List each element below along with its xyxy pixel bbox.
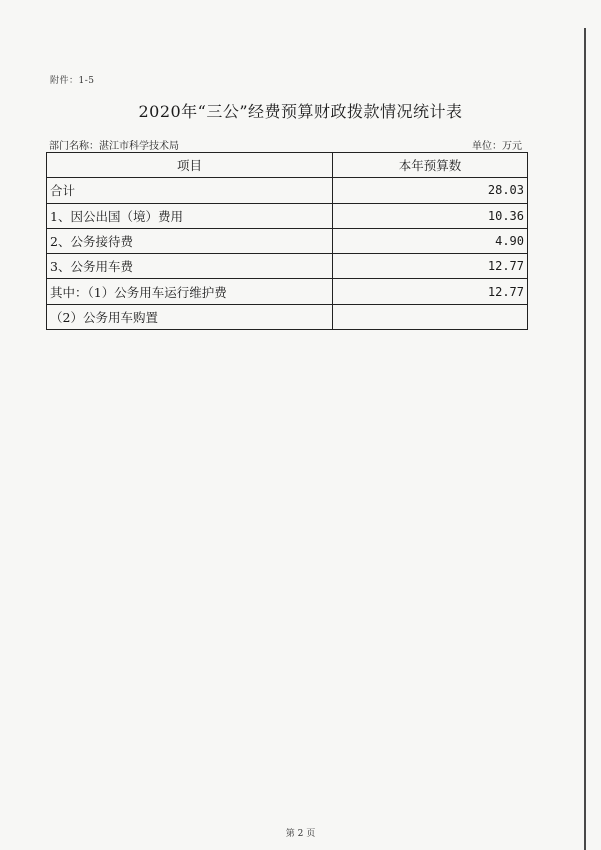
header-amount: 本年预算数 xyxy=(333,153,528,178)
unit-label: 单位：万元 xyxy=(472,141,522,152)
table-row xyxy=(47,178,528,203)
table-row xyxy=(47,304,528,329)
attachment-label: 附件：1-5 xyxy=(50,76,95,86)
table-row xyxy=(47,228,528,253)
row-amount: 10.36 xyxy=(333,203,528,228)
scan-edge-line xyxy=(584,28,586,850)
table-row xyxy=(47,203,528,228)
table-row xyxy=(47,279,528,304)
table-row xyxy=(47,254,528,279)
page-title: 2020年“三公”经费预算财政拨款情况统计表 xyxy=(138,102,463,121)
row-amount: 28.03 xyxy=(333,178,528,203)
page-footer: 第 2 页 xyxy=(285,829,316,839)
table-header-row xyxy=(47,153,528,178)
row-item: 2、公务接待费 xyxy=(47,228,333,253)
header-item: 项目 xyxy=(47,153,333,178)
row-amount: 12.77 xyxy=(333,279,528,304)
department-label: 部门名称：湛江市科学技术局 xyxy=(49,141,179,152)
row-item: 其中：（1）公务用车运行维护费 xyxy=(47,279,333,304)
row-amount xyxy=(333,304,528,329)
budget-table xyxy=(46,152,528,330)
row-amount: 4.90 xyxy=(333,228,528,253)
row-amount: 12.77 xyxy=(333,254,528,279)
row-item: 3、公务用车费 xyxy=(47,254,333,279)
row-item: （2）公务用车购置 xyxy=(47,304,333,329)
row-item: 1、因公出国（境）费用 xyxy=(47,203,333,228)
row-item: 合计 xyxy=(47,178,333,203)
